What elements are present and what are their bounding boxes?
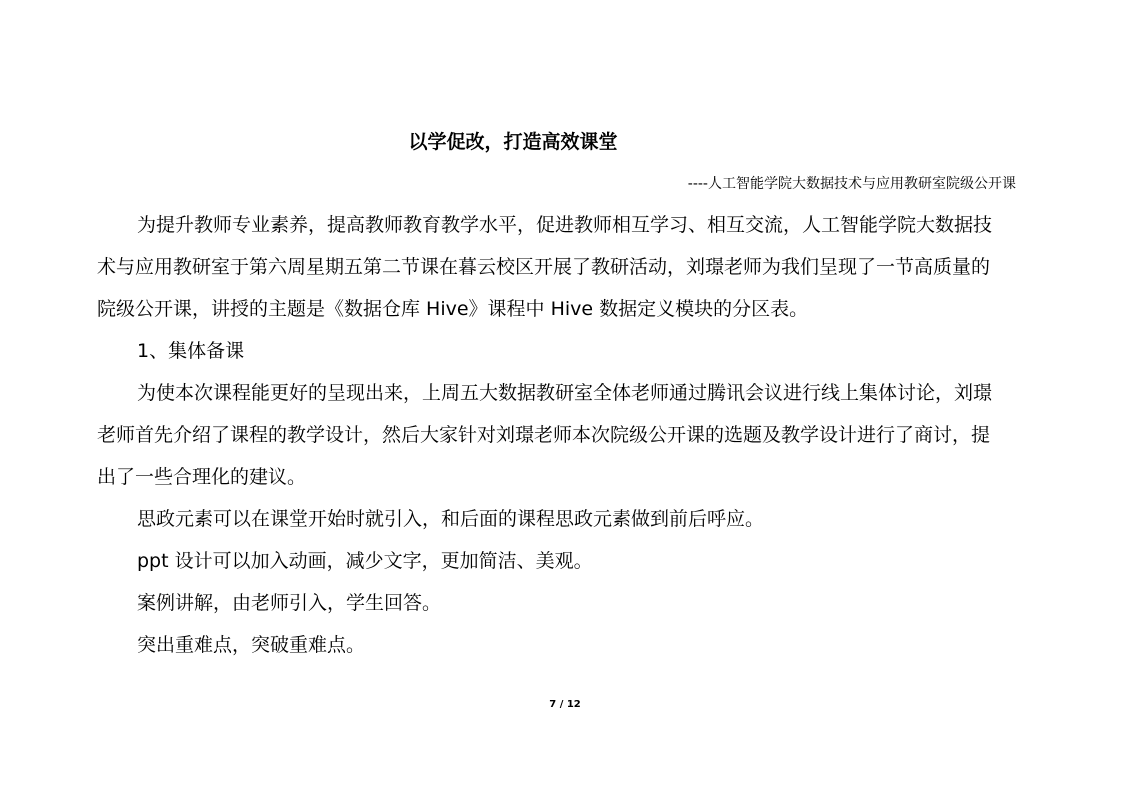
- intro-paragraph: [97, 204, 1027, 330]
- suggestion-item: ppt 设计可以加入动画，减少文字，更加简洁、美观。: [137, 550, 593, 572]
- intro-line: 院级公开课，讲授的主题是《数据仓库 Hive》课程中 Hive 数据定义模块的分区表。: [97, 298, 809, 320]
- page-number: 7 / 12: [549, 699, 581, 710]
- intro-line: 为提升教师专业素养，提高教师教育教学水平，促进教师相互学习、相互交流，人工智能学院大数据技: [137, 214, 993, 236]
- document-subtitle: ----人工智能学院大数据技术与应用教研室院级公开课: [687, 176, 1016, 192]
- section-paragraph: [97, 372, 1027, 498]
- section-heading: 1、集体备课: [137, 340, 245, 362]
- suggestion-item: 思政元素可以在课堂开始时就引入，和后面的课程思政元素做到前后呼应。: [137, 508, 765, 530]
- suggestion-item: 案例讲解，由老师引入，学生回答。: [137, 592, 442, 614]
- document-body: [97, 204, 1027, 666]
- intro-line: 术与应用教研室于第六周星期五第二节课在暮云校区开展了教研活动，刘璟老师为我们呈现了一节高质量的: [97, 256, 991, 278]
- section-line: 老师首先介绍了课程的教学设计，然后大家针对刘璟老师本次院级公开课的选题及教学设计进行了商讨，提: [97, 424, 991, 446]
- section-line: 为使本次课程能更好的呈现出来，上周五大数据教研室全体老师通过腾讯会议进行线上集体讨论，刘璟: [137, 382, 993, 404]
- section-line: 出了一些合理化的建议。: [97, 466, 307, 488]
- suggestion-item: 突出重难点，突破重难点。: [137, 634, 366, 656]
- document-title: 以学促改，打造高效课堂: [408, 131, 618, 153]
